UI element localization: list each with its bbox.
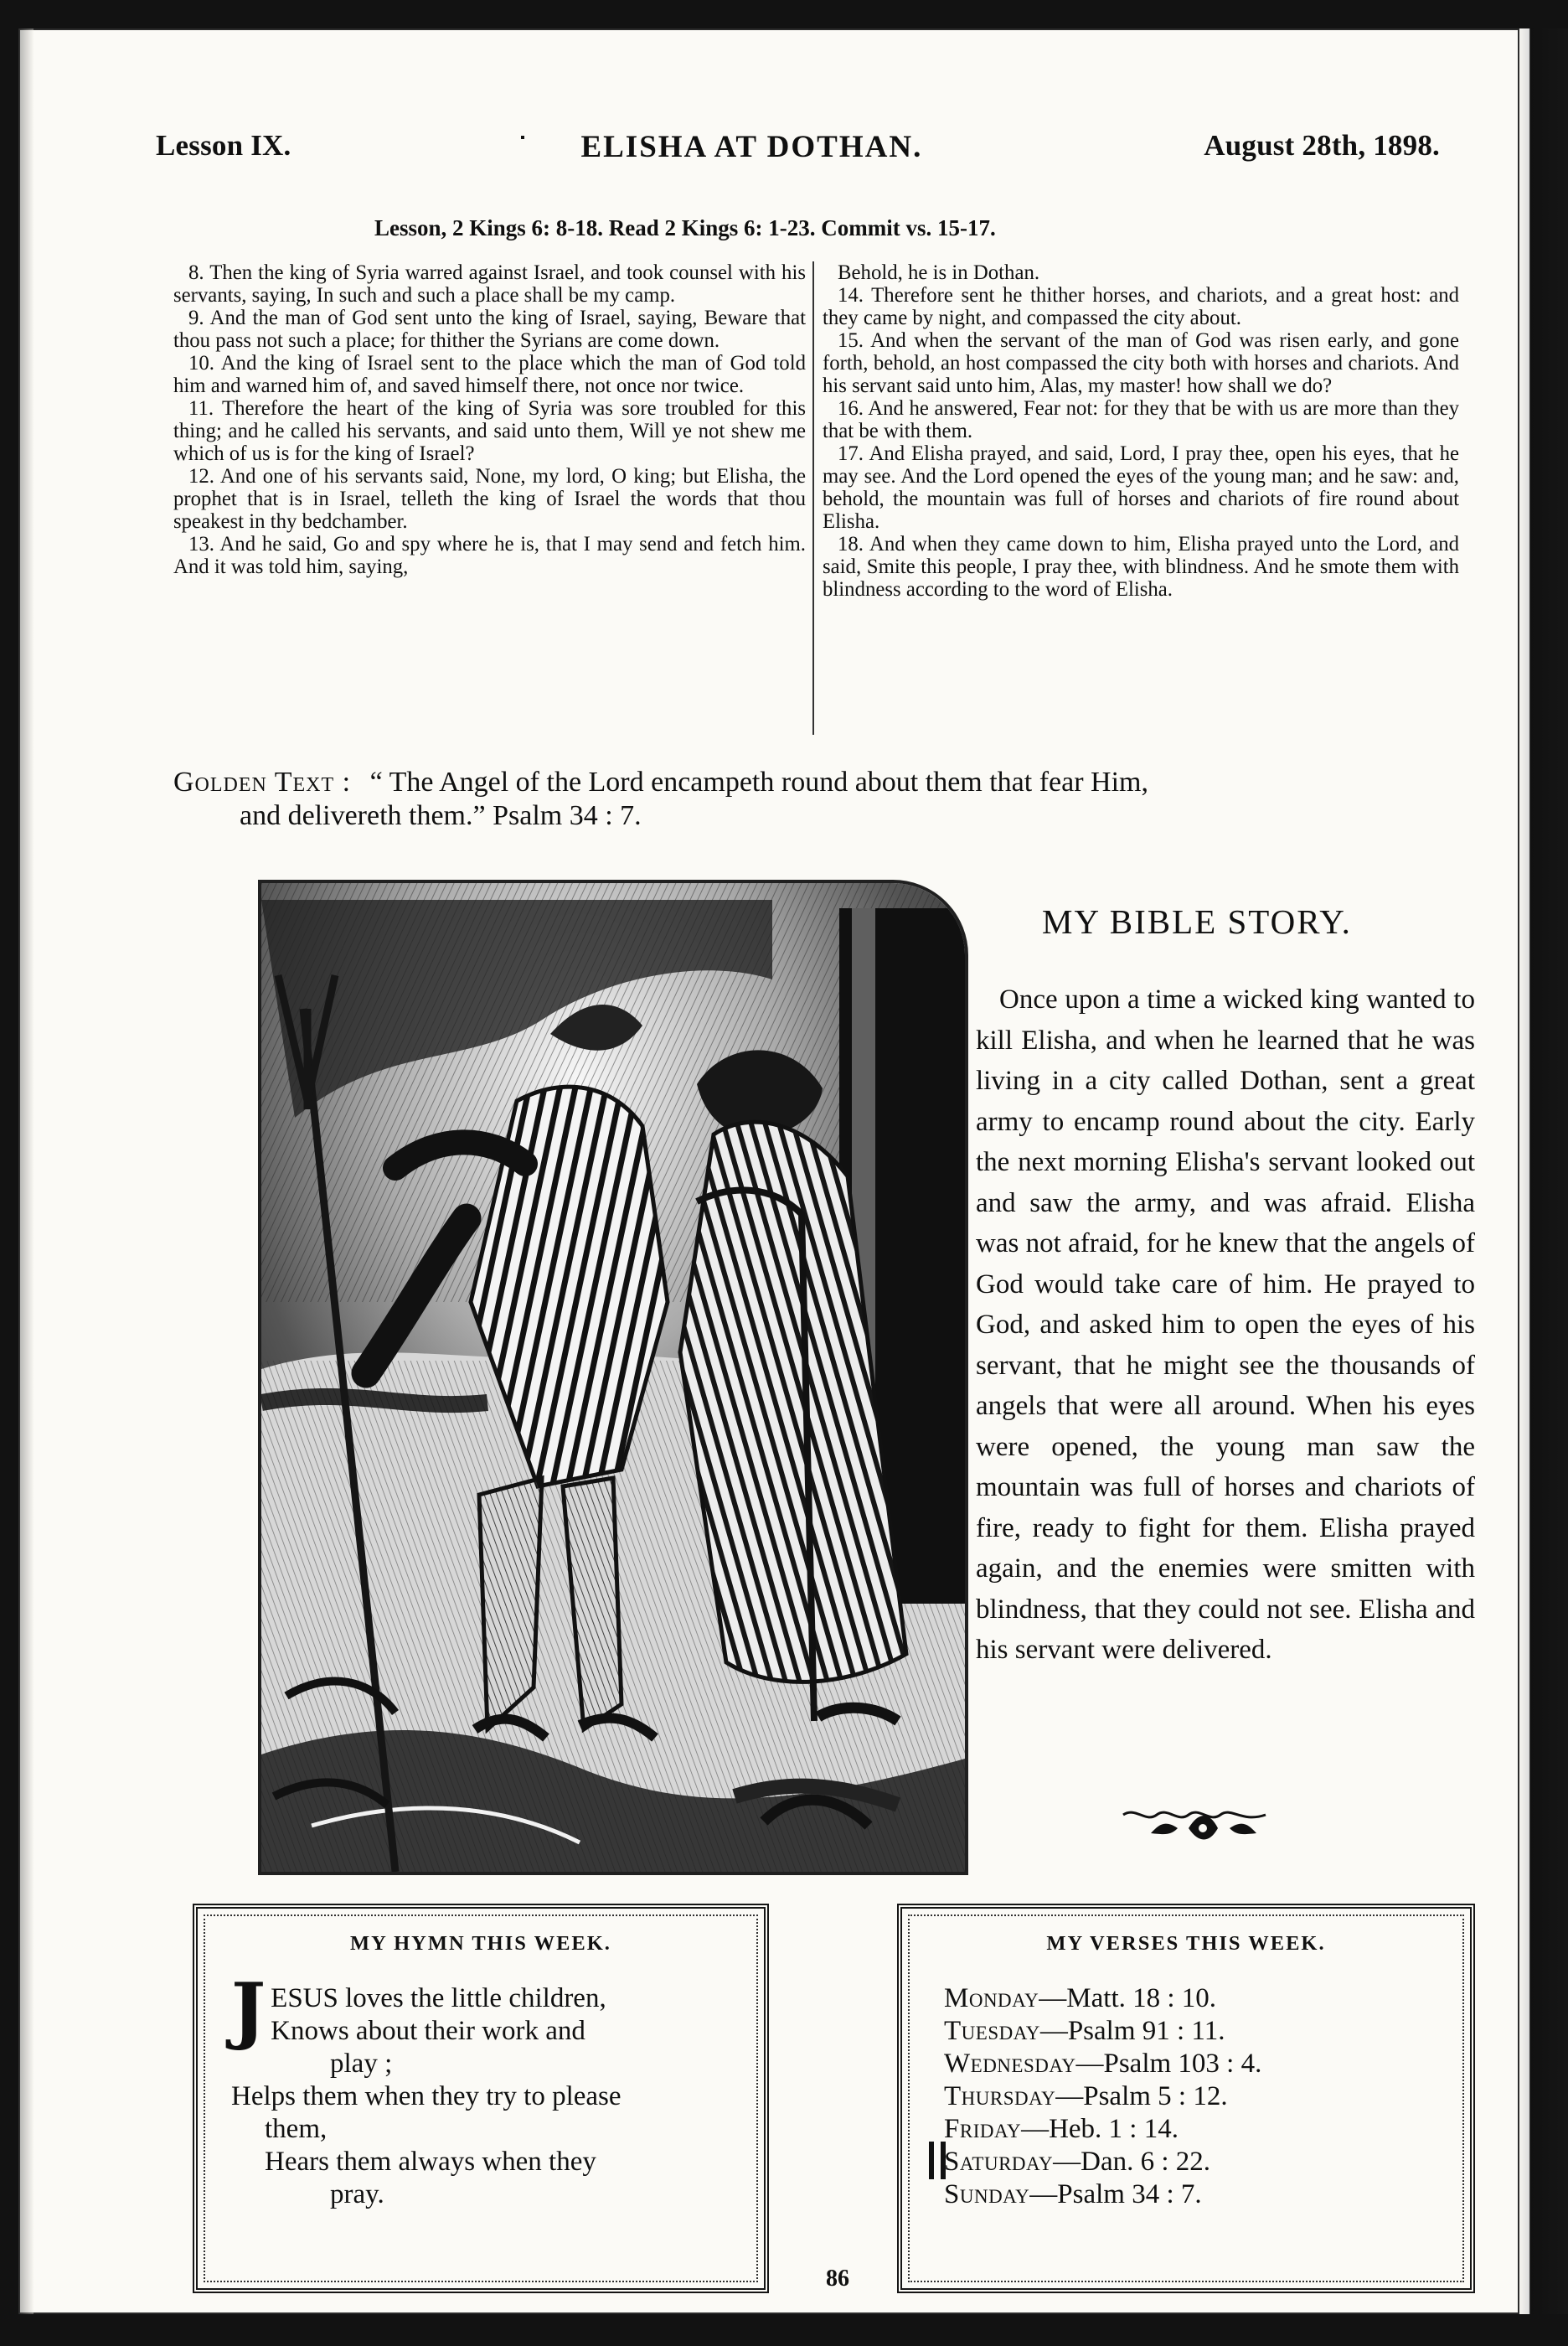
- wednesday-verse: Wednesday—Psalm 103 : 4.: [944, 2048, 1262, 2079]
- hymn-line-7: pray.: [330, 2178, 384, 2209]
- saturday-verse: Saturday—Dan. 6 : 22.: [944, 2146, 1211, 2177]
- verse-8: 8. Then the king of Syria warred against Israel, and took counsel with his servants, saying, In such and such a place shall be my camp.: [173, 261, 806, 307]
- verse-9: 9. And the man of God sent unto the king of Israel, saying, Beware that thou pass not such a place; for thither the Syrians are come down.: [173, 307, 806, 353]
- print-speck: [521, 136, 524, 139]
- friday-verse: Friday—Heb. 1 : 14.: [944, 2113, 1179, 2144]
- lesson-references: Lesson, 2 Kings 6: 8-18. Read 2 Kings 6: 1-23. Commit vs. 15-17.: [374, 215, 996, 240]
- bible-story-heading: MY BIBLE STORY.: [1042, 902, 1352, 942]
- page-header: [156, 129, 1440, 188]
- drop-cap: J: [231, 1966, 266, 2053]
- golden-text-quote-start: “ The Angel of the Lord encampeth round about them that fear Him,: [369, 767, 1148, 798]
- weekly-verses-box: [897, 1904, 1475, 2293]
- page-margin-marker: [929, 2142, 946, 2179]
- scripture-verses: [173, 261, 1459, 735]
- adjacent-page-edge: [1519, 28, 1568, 2314]
- golden-text-quote-end: and delivereth them.” Psalm 34 : 7.: [240, 800, 642, 832]
- hymn-lines: [231, 1966, 730, 2211]
- verse-13-start: 13. And he said, Go and spy where he is, that I may send and fetch him. And it was told him, saying,: [173, 533, 806, 579]
- thursday-verse: Thursday—Psalm 5 : 12.: [944, 2080, 1228, 2111]
- hymn-title: MY HYMN THIS WEEK.: [350, 1932, 611, 1955]
- hymn-line-5: them,: [265, 2113, 328, 2144]
- verse-10: 10. And the king of Israel sent to the place which the man of God told him and warned him of, and saved himself there, not once nor twice.: [173, 352, 806, 398]
- sunday-verse: Sunday—Psalm 34 : 7.: [944, 2178, 1202, 2209]
- hymn-line-3: play ;: [330, 2048, 393, 2079]
- tuesday-verse: Tuesday—Psalm 91 : 11.: [944, 2015, 1225, 2046]
- lesson-number: Lesson IX.: [156, 129, 291, 162]
- bible-story-text: Once upon a time a wicked king wanted to kill Elisha, and when he learned that he was living in a city called Dothan, sent a great army to encamp round about the city. Early the next morning Elisha's servant looked out and saw the army, and was afraid. Elisha was not afraid, for he knew that the angels of God would take care of him. He prayed to God, and asked him to open the eyes of his servant, that he might see the thousands of angels that were all around. When his eyes were opened, the young man saw the mountain was full of horses and chariots of fire, ready to fight for them. Elisha prayed again, and the enemies were smitten with blindness, that they could not see. Elisha and his servant were delivered.: [976, 984, 1475, 1665]
- decorative-flourish-icon: [1119, 1803, 1270, 1847]
- verse-13-end: Behold, he is in Dothan.: [838, 261, 1040, 284]
- verse-14: 14. Therefore sent he thither horses, and chariots, and a great host: and they came by night, and compassed the city about.: [823, 284, 1459, 330]
- engraving-of-elisha-and-servant-icon: [261, 883, 965, 1872]
- weekly-verses-title: MY VERSES THIS WEEK.: [1046, 1932, 1326, 1955]
- golden-text-label: Golden Text :: [173, 767, 352, 798]
- page-title: ELISHA AT DOTHAN.: [580, 130, 923, 164]
- verse-17: 17. And Elisha prayed, and said, Lord, I pray thee, open his eyes, that he may see. And the Lord opened the eyes of the young man; and he saw: and, behold, the mountain was full of horses and chariots of fire round about Elisha.: [823, 442, 1459, 534]
- golden-text: [173, 766, 1463, 834]
- verse-16: 16. And he answered, Fear not: for they that be with us are more than they that be with them.: [823, 397, 1459, 443]
- monday-verse: Monday—Matt. 18 : 10.: [944, 1983, 1217, 2013]
- hymn-box: [193, 1904, 769, 2293]
- verses-left-column: [173, 261, 806, 735]
- hymn-line-2: Knows about their work and: [271, 2015, 585, 2046]
- verse-12: 12. And one of his servants said, None, my lord, O king; but Elisha, the prophet that is in Israel, telleth the king of Israel the words that thou speakest in thy bedchamber.: [173, 465, 806, 534]
- verse-18: 18. And when they came down to him, Elisha prayed unto the Lord, and said, Smite this people, I pray thee, with blindness. And he smote them with blindness according to the word of Elisha.: [823, 533, 1459, 602]
- engraving-illustration: [258, 880, 968, 1875]
- hymn-line-4: Helps them when they try to please: [231, 2080, 622, 2111]
- weekly-verses-list: [944, 1982, 1436, 2211]
- hymn-line-1: ESUS loves the little children,: [271, 1983, 606, 2013]
- lesson-date: August 28th, 1898.: [1204, 129, 1440, 162]
- verses-right-column: [812, 261, 1459, 735]
- verse-11: 11. Therefore the heart of the king of Syria was sore troubled for this thing; and he called his servants, and said unto them, Will ye not shew me which of us is for the king of Israel?: [173, 397, 806, 466]
- page-number: 86: [826, 2266, 849, 2292]
- hymn-line-6: Hears them always when they: [265, 2146, 596, 2177]
- verse-15: 15. And when the servant of the man of God was risen early, and gone forth, behold, an host compassed the city both with horses and chariots. And his servant said unto him, Alas, my master! how shall we do?: [823, 329, 1459, 398]
- book-page: [18, 28, 1519, 2314]
